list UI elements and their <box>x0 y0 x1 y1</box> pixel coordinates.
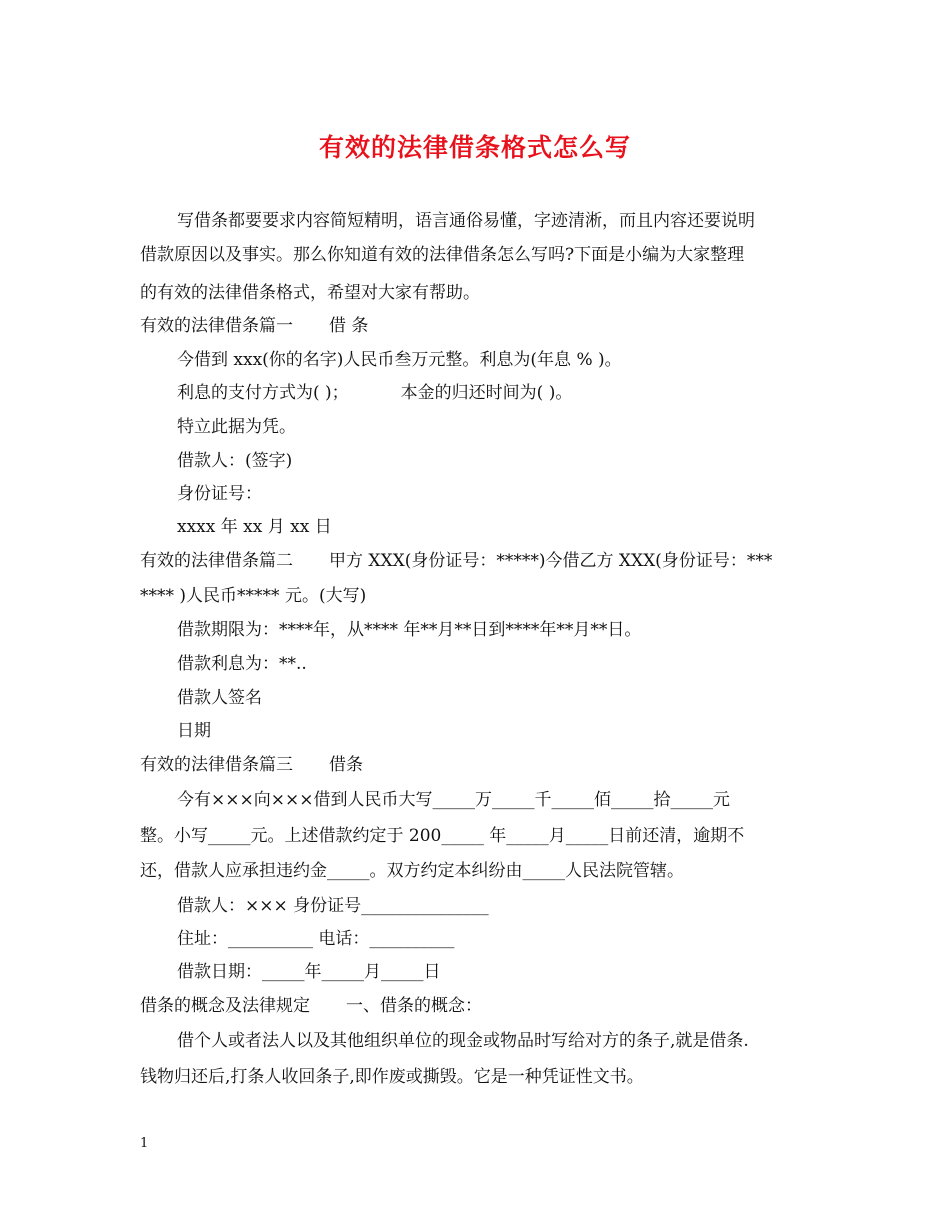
body-line: xxxx 年 xx 月 xx 日 <box>177 517 332 537</box>
body-line: 今借到 xxx(你的名字)人民币叁万元整。利息为(年息 % )。 <box>177 350 622 370</box>
body-line: 借款期限为：****年，从**** 年**月**日到****年**月**日。 <box>177 620 642 640</box>
body-line: 借款人：(签字) <box>177 451 293 471</box>
section-heading-3 <box>140 755 820 775</box>
body-line: 特立此据为凭。 <box>177 417 296 437</box>
body-line: 住址：__________ 电话：__________ <box>177 929 455 949</box>
section-title: 借条的概念及法律规定 <box>140 996 310 1016</box>
body-line <box>177 383 857 403</box>
section-title: 有效的法律借条篇三 <box>140 755 293 775</box>
intro-line: 借款原因以及事实。那么你知道有效的法律借条怎么写吗?下面是小编为大家整理 <box>140 245 745 265</box>
body-line: 今有×××向×××借到人民币大写_____万_____千_____佰_____拾_____元 <box>177 790 730 810</box>
body-line: 日期 <box>177 721 211 741</box>
section-heading-1 <box>140 316 820 336</box>
body-line: 借款人签名 <box>177 688 262 708</box>
body-line: **** )人民币***** 元。(大写) <box>140 586 367 606</box>
body-line: 借款人：××× 身份证号_______________ <box>177 896 489 916</box>
body-line: 整。小写_____元。上述借款约定于 200_____ 年_____月_____日前还清，逾期不 <box>140 826 745 846</box>
document-title: 有效的法律借条格式怎么写 <box>318 133 631 162</box>
body-line: 借款利息为：**.. <box>177 654 307 674</box>
interest-payment-text: 利息的支付方式为( )； <box>177 383 349 403</box>
section-heading-4 <box>140 996 820 1016</box>
section-subtitle: 一、借条的概念： <box>346 996 482 1016</box>
intro-line: 写借条都要要求内容简短精明，语言通俗易懂，字迹清淅，而且内容还要说明 <box>177 211 755 231</box>
intro-line: 的有效的法律借条格式，希望对大家有帮助。 <box>140 283 480 303</box>
body-line: 还，借款人应承担违约金_____。双方约定本纠纷由_____人民法院管辖。 <box>140 861 684 881</box>
repayment-time-text: 本金的归还时间为( )。 <box>400 383 573 403</box>
section-subtitle: 借 条 <box>329 316 369 336</box>
section-heading-2 <box>140 551 820 571</box>
body-line: 借款日期：_____年_____月_____日 <box>177 962 441 982</box>
page-number: 1 <box>140 1136 149 1151</box>
body-text: 甲方 XXX(身份证号：*****)今借乙方 XXX(身份证号：*** <box>329 551 773 571</box>
section-title: 有效的法律借条篇一 <box>140 316 293 336</box>
section-subtitle: 借条 <box>329 755 363 775</box>
body-line: 钱物归还后,打条人收回条子,即作废或撕毁。它是一种凭证性文书。 <box>140 1067 644 1087</box>
body-line: 身份证号： <box>177 484 262 504</box>
body-line: 借个人或者法人以及其他组织单位的现金或物品时写给对方的条子,就是借条. <box>177 1031 749 1051</box>
section-title: 有效的法律借条篇二 <box>140 551 293 571</box>
